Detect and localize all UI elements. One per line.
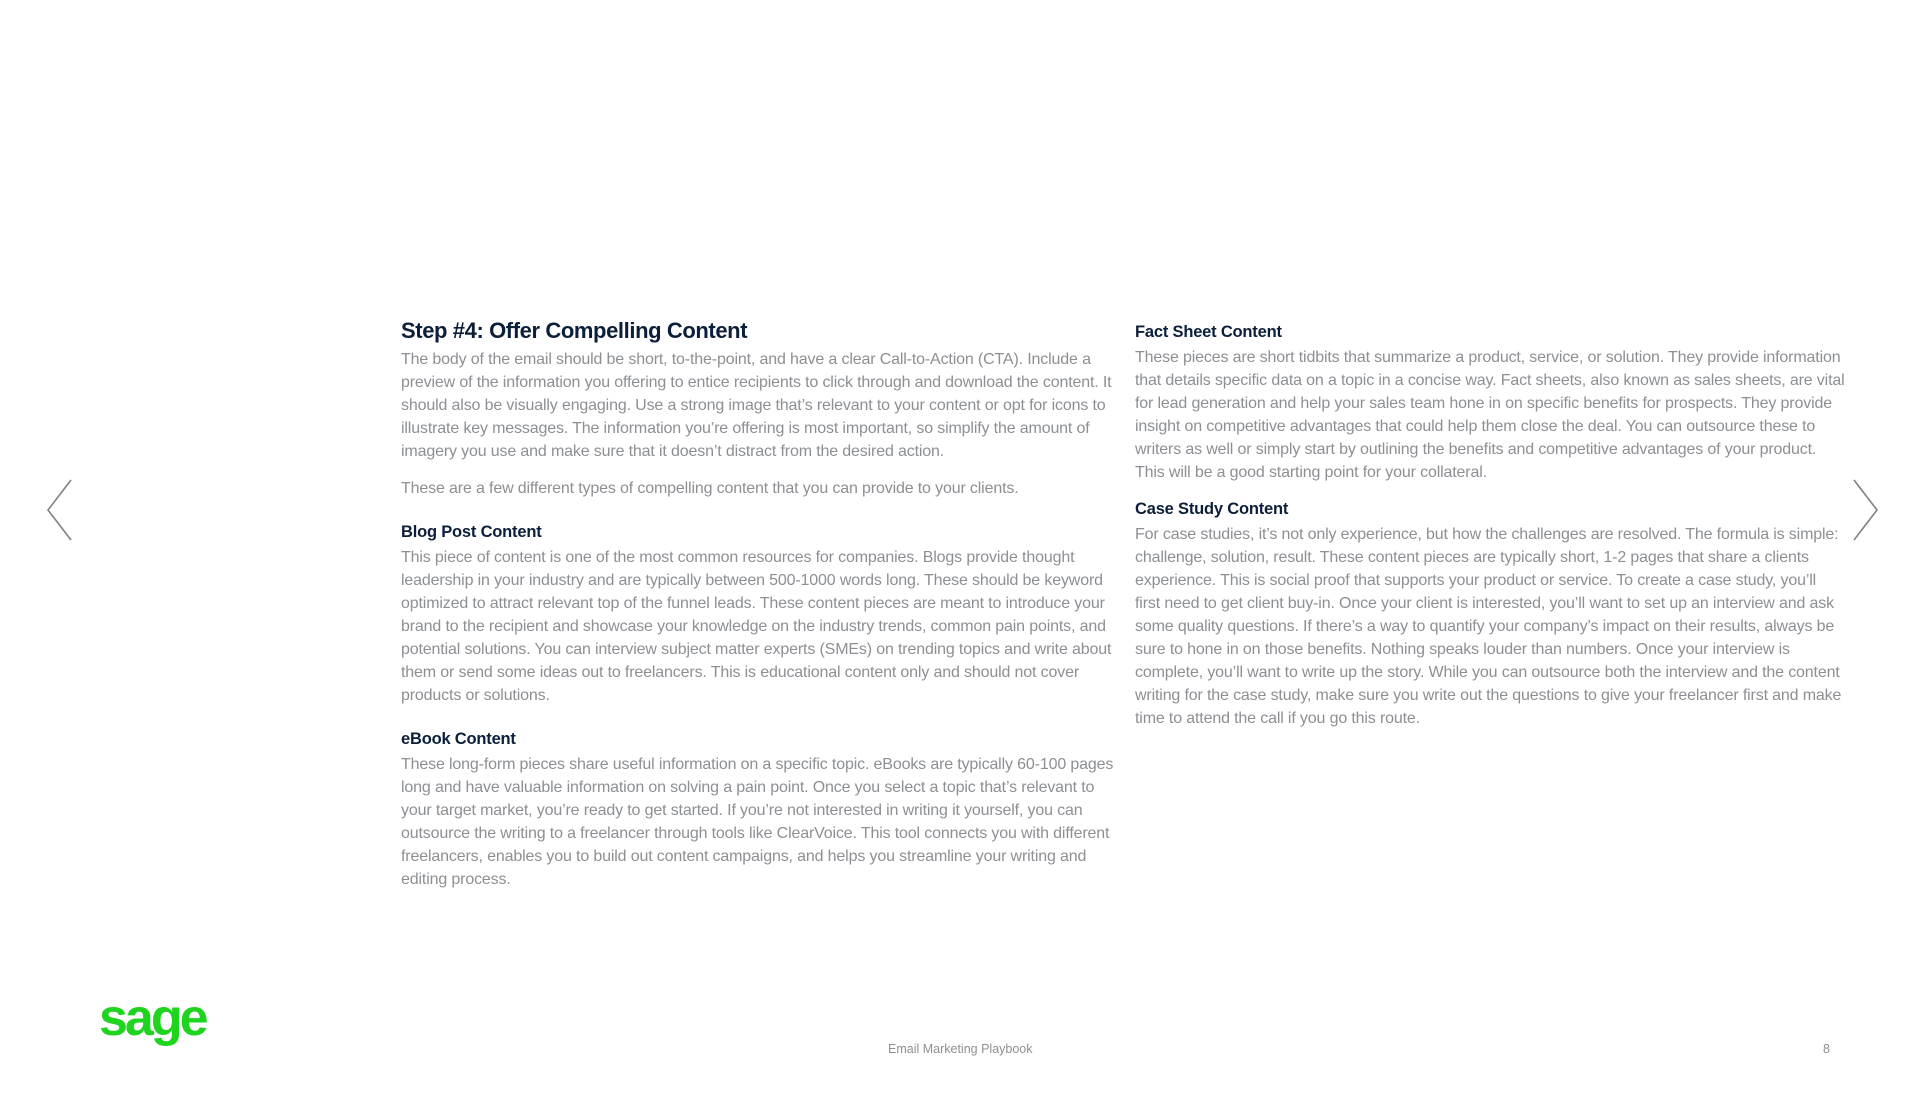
section-body: These long-form pieces share useful information on a specific topic. eBooks are typically 60-100 pages long and have valuable information on solving a pain point. Once you select a topic that’s relevant to your target market, you’re ready to get started. If you’re not interested in writing it yourself, you can outsource the writing to a freelancer through tools like ClearVoice. This tool connects you with different freelancers, enables you to build out content campaigns, and helps you streamline your writing and editing process.: [401, 756, 1114, 888]
section-title: eBook Content: [401, 730, 516, 748]
left-column: [401, 318, 1121, 891]
next-page-button[interactable]: [1850, 478, 1880, 542]
sage-logo: [97, 993, 217, 1055]
section-body: For case studies, it’s not only experience, but how the challenges are resolved. The formula is simple: challenge, solution, result. These content pieces are typically short, 1-2 pages that share a clients experience. This is social proof that supports your product or service. To create a case study, you’ll first need to get client buy-in. Once your client is interested, you’ll want to set up an interview and ask some quality questions. If there’s a way to quantify your company’s impact on their results, always be sure to hone in on those benefits. Nothing speaks louder than numbers. Once your interview is complete, you’ll want to write up the story. While you can outsource both the interview and the content writing for the case study, make sure you write out the questions to give your freelancer first and make time to attend the call if you go this route.: [1135, 526, 1842, 727]
chevron-left-icon: [45, 478, 75, 542]
previous-page-button[interactable]: [45, 478, 75, 542]
section-body: This piece of content is one of the most common resources for companies. Blogs provide thought leadership in your industry and are typically between 500-1000 words long. These should be keyword optimized to attract relevant top of the funnel leads. These content pieces are meant to introduce your brand to the recipient and showcase your knowledge on the industry trends, common pain points, and potential solutions. You can interview subject matter experts (SMEs) on trending topics and write about them or send some ideas out to freelancers. This is educational content only and should not cover products or solutions.: [401, 549, 1112, 704]
section-title: Blog Post Content: [401, 523, 542, 541]
section-body: These pieces are short tidbits that summarize a product, service, or solution. They provide information that details specific data on a topic in a concise way. Fact sheets, also known as sales sheets, are vital for lead generation and help your sales team hone in on specific benefits for prospects. They provide insight on competitive advantages that could help them close the deal. You can outsource these to writers as well or simply start by outlining the benefits and competitive advantages of your product. This will be a good starting point for your collateral.: [1135, 349, 1845, 481]
section-title: Case Study Content: [1135, 500, 1289, 518]
footer-document-title: Email Marketing Playbook: [888, 1042, 1033, 1056]
section-ebook: [401, 728, 1121, 891]
right-column: [1135, 318, 1845, 730]
logo-text: sage: [99, 993, 206, 1047]
intro-paragraph: These are a few different types of compelling content that you can provide to your clients.: [401, 480, 1019, 497]
section-title: Fact Sheet Content: [1135, 323, 1282, 341]
section-case-study: [1135, 498, 1845, 730]
chevron-right-icon: [1850, 478, 1880, 542]
page-number: 8: [1823, 1042, 1830, 1056]
section-fact-sheet: [1135, 321, 1845, 484]
page-title: Step #4: Offer Compelling Content: [401, 318, 748, 343]
section-blog-post: [401, 521, 1121, 707]
intro-paragraph: The body of the email should be short, to-the-point, and have a clear Call-to-Action (CTA). Include a preview of the information you offering to entice recipients to click through and download the content. It should also be visually engaging. Use a strong image that’s relevant to your content or opt for icons to illustrate key messages. The information you’re offering is most important, so simplify the amount of imagery you use and make sure that it doesn’t distract from the desired action.: [401, 351, 1112, 460]
